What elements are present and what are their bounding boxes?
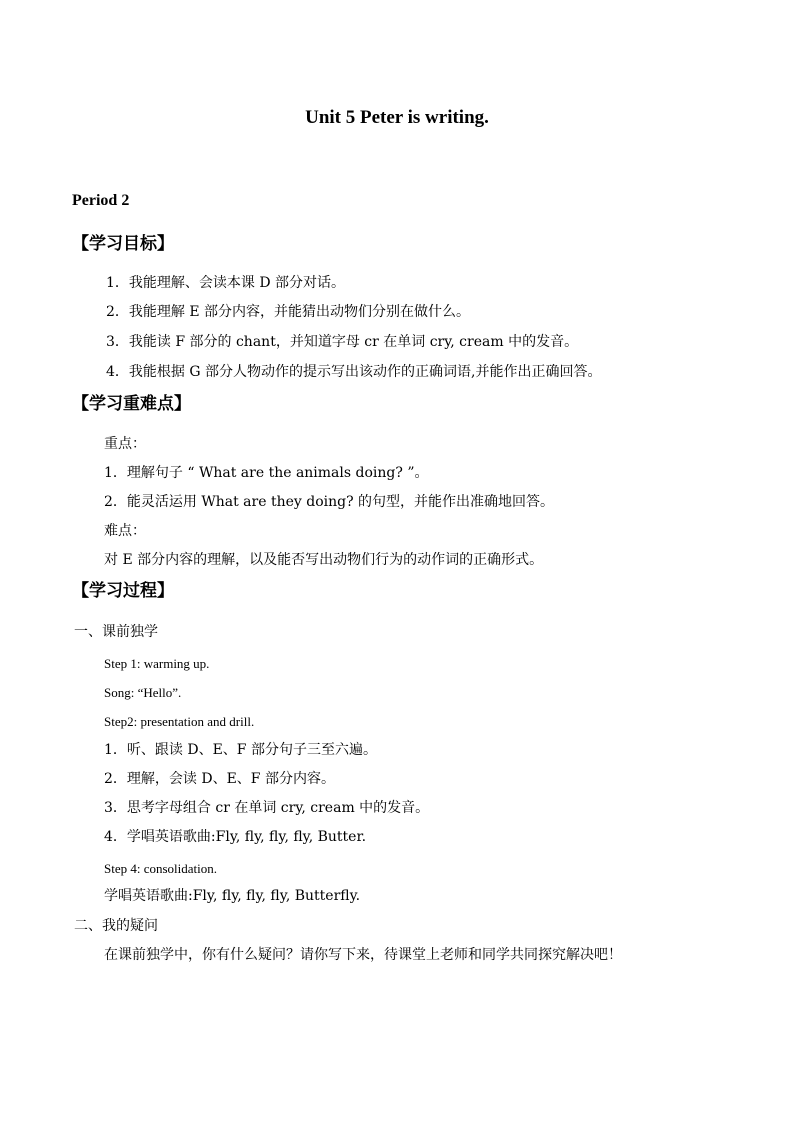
process-item-4: 4．学唱英语歌曲:Fly, fly, fly, fly, Butter.	[104, 829, 367, 845]
objectives-heading: 【学习目标】	[72, 234, 174, 254]
step1-text: Step 1: warming up.	[104, 656, 210, 671]
section2-title: 二、我的疑问	[74, 918, 158, 934]
focus-item-2: 2．能灵活运用 What are they doing? 的句型，并能作出准确地回答。	[104, 494, 555, 510]
song-text: Song: “Hello”.	[104, 685, 182, 700]
document-title: Unit 5 Peter is writing.	[305, 107, 489, 128]
focus-item-1: 1．理解句子 “ What are the animals doing? ”。	[104, 465, 429, 481]
focus-label: 重点：	[104, 436, 146, 452]
key-points-heading: 【学习重难点】	[72, 394, 191, 414]
objective-item-1: 1．我能理解、会读本课 D 部分对话。	[106, 275, 346, 291]
process-item-2: 2．理解，会读 D、E、F 部分内容。	[104, 771, 335, 787]
song2-text: 学唱英语歌曲:Fly, fly, fly, fly, Butterfly.	[104, 888, 361, 904]
step2-text: Step2: presentation and drill.	[104, 714, 255, 729]
section2-text: 在课前独学中，你有什么疑问？请你写下来，待课堂上老师和同学共同探究解决吧！	[104, 947, 622, 963]
section1-title: 一、课前独学	[74, 624, 158, 640]
difficulty-label: 难点：	[104, 523, 146, 539]
process-item-1: 1．听、跟读 D、E、F 部分句子三至六遍。	[104, 742, 377, 758]
process-item-3: 3．思考字母组合 cr 在单词 cry, cream 中的发音。	[104, 800, 430, 816]
step4-text: Step 4: consolidation.	[104, 861, 218, 876]
process-heading: 【学习过程】	[72, 581, 174, 601]
period-label: Period 2	[72, 192, 130, 209]
difficulty-text: 对 E 部分内容的理解，以及能否写出动物们行为的动作词的正确形式。	[104, 552, 544, 568]
objective-item-4: 4．我能根据 G 部分人物动作的提示写出该动作的正确词语,并能作出正确回答。	[106, 364, 602, 380]
objective-item-2: 2．我能理解 E 部分内容，并能猜出动物们分别在做什么。	[106, 304, 471, 320]
objective-item-3: 3．我能读 F 部分的 chant，并知道字母 cr 在单词 cry, cream 中的发音。	[106, 334, 579, 350]
